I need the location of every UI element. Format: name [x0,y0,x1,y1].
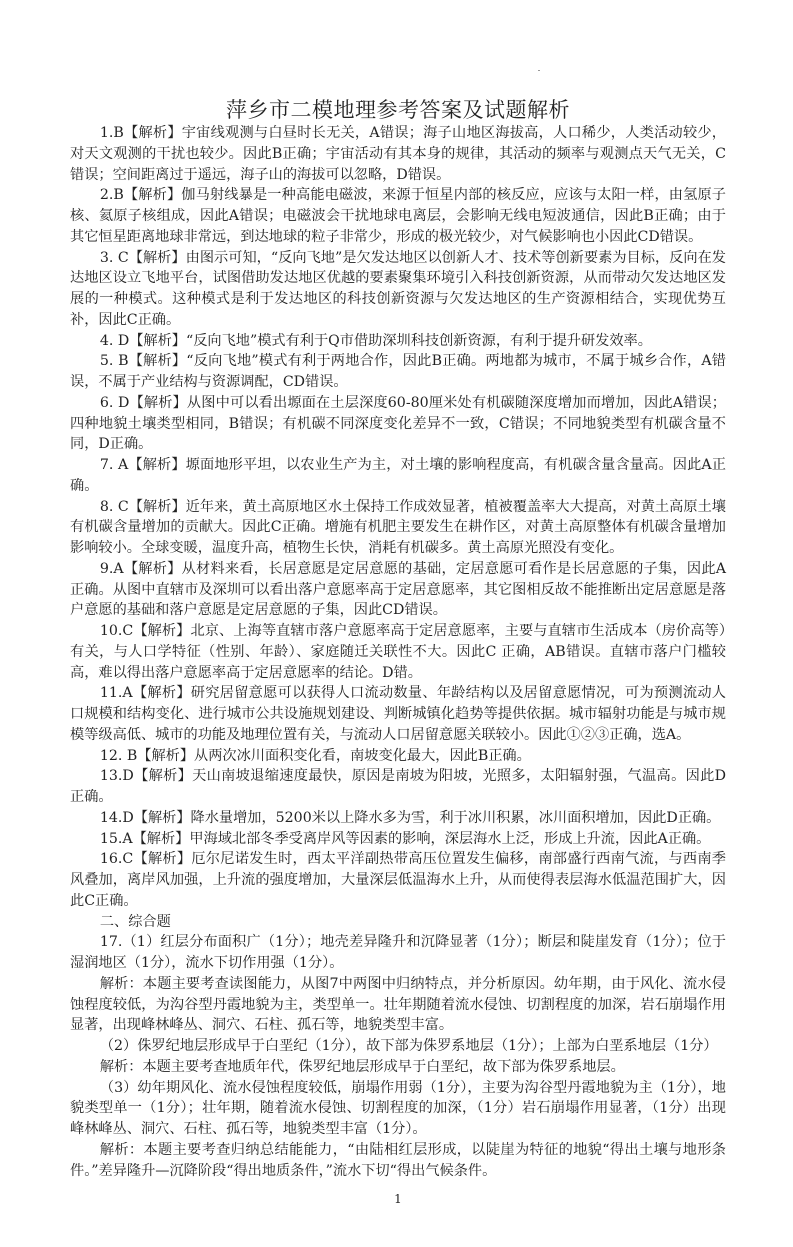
scan-speck [538,70,540,71]
paragraph: 8. C【解析】近年来，黄土高原地区水土保持工作成效显著，植被覆盖率大大提高，对黄土高原土壤有机碳含量增加的贡献大。因此C正确。增施有机肥主要发生在耕作区，对黄土高原整体有机碳含量增加影响较小。全球变暖，温度升高，植物生长快，消耗有机碳多。黄土高原光照没有变化。 [70,498,726,556]
paragraph: 二、综合题 [99,913,171,930]
page-number: 1 [394,1192,402,1207]
paragraph: 14.D【解析】降水量增加，5200米以上降水多为雪，利于冰川积累，冰川面积增加，因此D正确。 [99,809,721,826]
paragraph: 解析：本题主要考查地质年代，侏罗纪地层形成早于白垩纪，故下部为侏罗系地层。 [99,1058,625,1075]
paragraph: 11.A【解析】研究居留意愿可以获得人口流动数量、年龄结构以及居留意愿情况，可为预测流动人口规模和结构变化、进行城市公共设施规划建设、判断城镇化趋势等提供依据。城市辐射功能是与城市规模等级高低、城市的功能及地理位置有关，与流动人口居留意愿关联较小。因此①②③正确，选A。 [70,685,726,743]
paragraph: 2.B【解析】伽马射线暴是一种高能电磁波，来源于恒星内部的核反应，应该与太阳一样，由氢原子核、氦原子核组成，因此A错误；电磁波会干扰地球电离层，会影响无线电短波通信，因此B正确；由于其它恒星距离地球非常远，到达地球的粒子非常少，形成的极光较少，对气候影响也小因此CD错误。 [70,187,726,245]
paragraph: 15.A【解析】甲海域北部冬季受离岸风等因素的影响，深层海水上泛，形成上升流，因此A正确。 [99,830,711,847]
paragraph: 3. C【解析】由图示可知，“反向飞地”是欠发达地区以创新人才、技术等创新要素为目标，反向在发达地区设立飞地平台，试图借助发达地区优越的要素聚集环境引入科技创新资源，从而带动欠发达地区发展的一种模式。这种模式是利于发达地区的科技创新资源与欠发达地区的生产资源相结合，实现优势互补，因此C正确。 [70,249,726,328]
paragraph: 7. A【解析】塬面地形平坦，以农业生产为主，对土壤的影响程度高，有机碳含量含量高。因此A正确。 [70,457,726,494]
document-body [70,123,726,1181]
paragraph: 17.（1）红层分布面积广（1分）；地壳差异隆升和沉降显著（1分）；断层和陡崖发育（1分）；位于湿润地区（1分），流水下切作用强（1分）。 [70,934,726,971]
paragraph: 6. D【解析】从图中可以看出塬面在土层深度60-80厘米处有机碳随深度增加而增加，因此A错误；四种地貌土壤类型相同，B错误；有机碳不同深度变化差异不一致，C错误；不同地貌类型有机碳含量不同，D正确。 [70,394,726,453]
paragraph: 解析：本题主要考查读图能力，从图7中两图中归纳特点，并分析原因。幼年期，由于风化、流水侵蚀程度较低，为沟谷型丹霞地貌为主，类型单一。壮年期随着流水侵蚀、切割程度的加深，岩石崩塌作用显著，出现峰林峰丛、洞穴、石柱、孤石等，地貌类型丰富。 [70,975,726,1034]
paragraph: 4. D【解析】“反向飞地”模式有利于Q市借助深圳科技创新资源，有利于提升研发效率。 [99,332,652,349]
paragraph: （2）侏罗纪地层形成早于白垩纪（1分），故下部为侏罗系地层（1分）；上部为白垩系地层（1分） [99,1038,718,1054]
paragraph: 13.D【解析】天山南坡退缩速度最快，原因是南坡为阳坡，光照多，太阳辐射强，气温高。因此D正确。 [70,768,726,805]
paragraph: 9.A【解析】从材料来看，长居意愿是定居意愿的基础，定居意愿可看作是长居意愿的子集，因此A正确。从图中直辖市及深圳可以看出落户意愿率高于定居意愿率，其它图相反故不能推断出定居意愿是落户意愿的基础和落户意愿是定居意愿的子集，因此CD错误。 [70,560,726,619]
paragraph: （3）幼年期风化、流水侵蚀程度较低，崩塌作用弱（1分），主要为沟谷型丹霞地貌为主（1分），地貌类型单一（1分）；壮年期，随着流水侵蚀、切割程度的加深，（1分）岩石崩塌作用显著，（1分）出现峰林峰丛、洞穴、石柱、孤石等，地貌类型丰富（1分）。 [70,1079,726,1137]
paragraph: 12. B【解析】从两次冰川面积变化看，南坡变化最大，因此B正确。 [99,747,531,764]
paragraph: 1.B【解析】宇宙线观测与白昼时长无关，A错误；海子山地区海拔高，人口稀少，人类活动较少，对天文观测的干扰也较少。因此B正确；宇宙活动有其本身的规律，其活动的频率与观测点天气无关，C错误；空间距离过于遥远，海子山的海拔可以忽略，D错误。 [70,125,726,183]
page-title: 萍乡市二模地理参考答案及试题解析 [226,98,570,122]
paragraph: 解析：本题主要考查归纳总结能能力，“由陆相红层形成，以陡崖为特征的地貌“得出土壤与地形条件。”差异隆升—沉降阶段“得出地质条件，”流水下切“得出气候条件。 [70,1141,726,1179]
paragraph: 10.C【解析】北京、上海等直辖市落户意愿率高于定居意愿率，主要与直辖市生活成本（房价高等）有关，与人口学特征（性别、年龄）、家庭随迁关联性不大。因此C 正确，AB错误。直辖市落户门槛较高，难以得出落户意愿率高于定居意愿率的结论。D错。 [70,623,726,681]
paragraph: 16.C【解析】厄尔尼诺发生时，西太平洋副热带高压位置发生偏移，南部盛行西南气流，与西南季风叠加，离岸风加强，上升流的强度增加，大量深层低温海水上升，从而使得表层海水低温范围扩大，因此C正确。 [70,851,726,909]
paragraph: 5. B【解析】“反向飞地”模式有利于两地合作，因此B正确。两地都为城市，不属于城乡合作，A错误，不属于产业结构与资源调配，CD错误。 [70,353,726,390]
